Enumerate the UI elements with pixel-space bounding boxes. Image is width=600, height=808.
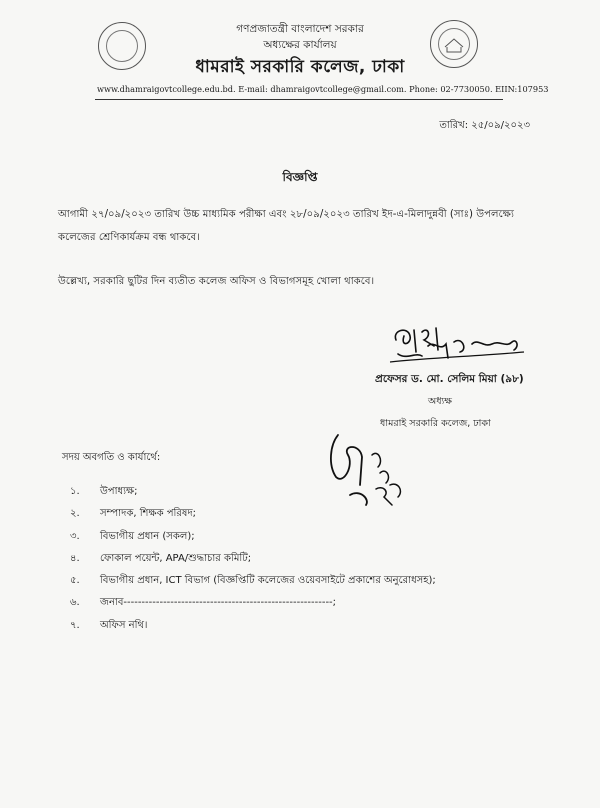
notice-paragraph-2: উল্লেখ্য, সরকারি ছুটির দিন ব্যতীত কলেজ অফিস ও বিভাগসমূহ খোলা থাকবে। (58, 276, 375, 287)
list-item: ৪. ফোকাল পয়েন্ট, APA/শুদ্ধাচার কমিটি; (70, 552, 252, 564)
header-divider (95, 99, 503, 100)
notice-date: তারিখ: ২৫/০৯/২০২৩ (439, 120, 530, 131)
list-item: ৫. বিভাগীয় প্রধান, ICT বিভাগ (বিজ্ঞপ্তিটি কলেজের ওয়েবসাইটে প্রকাশের অনুরোধসহ); (70, 575, 436, 587)
distribution-heading: সদয় অবগতি ও কার্যার্থে: (62, 452, 161, 463)
notice-title: বিজ্ঞপ্তি (282, 170, 318, 184)
signatory-organization: ধামরাই সরকারি কলেজ, ঢাকা (380, 418, 491, 429)
office-name: অধ্যক্ষের কার্যালয় (263, 39, 337, 51)
distribution-list (70, 484, 540, 640)
signatory-name: প্রফেসর ড. মো. সেলিম মিয়া (৯৮) (375, 373, 524, 385)
list-item: ২. সম্পাদক, শিক্ষক পরিষদ; (70, 508, 197, 520)
college-name: ধামরাই সরকারি কলেজ, ঢাকা (195, 57, 405, 77)
list-item: ৭. অফিস নথি। (70, 619, 148, 631)
government-name: গণপ্রজাতন্ত্রী বাংলাদেশ সরকার (236, 23, 364, 35)
list-item: ১. উপাধ্যক্ষ; (70, 486, 138, 497)
list-item: ৬. জনাব----------------------------------------------------------; (70, 597, 337, 609)
list-item: ৩. বিভাগীয় প্রধান (সকল); (70, 530, 195, 542)
notice-paragraph-1: আগামী ২৭/০৯/২০২৩ তারিখ উচ্চ মাধ্যমিক পরীক্ষা এবং ২৮/০৯/২০২৩ তারিখ ইদ-এ-মিলাদুন্নবী (সাঃ) উপলক্ষ্যে কলেজের শ্রেণিকার্যক্রম বন্ধ থাকবে। (58, 209, 514, 243)
signatory-designation: অধ্যক্ষ (428, 396, 453, 407)
contact-line: www.dhamraigovtcollege.edu.bd. E-mail: dhamraigovtcollege@gmail.com. Phone: 02-7730050. EIIN:107953 (97, 84, 549, 94)
